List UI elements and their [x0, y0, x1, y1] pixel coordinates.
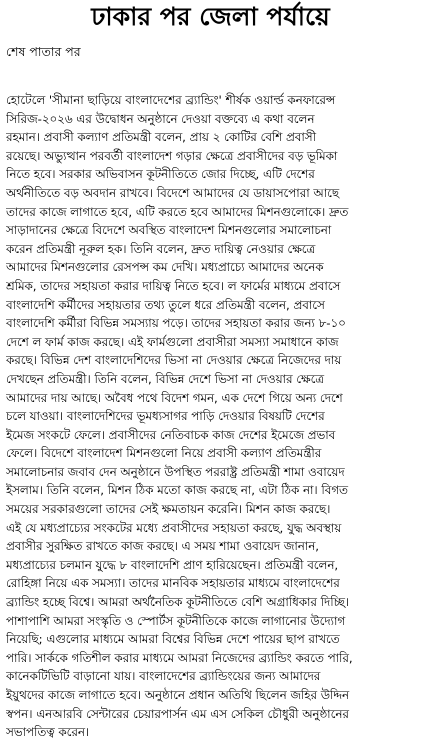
article-line: আমাদের দায় আছে। অবৈধ পথে বিদেশ গমন, এক দেশে গিয়ে অন্য দেশে	[6, 390, 343, 405]
article-line: সমালোচনার জবাব দেন অনুষ্ঠানে উপস্থিত পররাষ্ট্র প্রতিমন্ত্রী শামা ওবায়েদ	[6, 464, 345, 479]
article-line: মধ্যপ্রাচ্যের চলমান যুদ্ধে ৮ বাংলাদেশি প্রাণ হারিয়েছেন। প্রতিমন্ত্রী বলেন,	[6, 557, 339, 572]
article-line: বাংলাদেশি কর্মীরা বিভিন্ন সমস্যায় পড়ে। তাদের সহায়তা করার জন্য ৮-১০	[6, 316, 346, 331]
article-line: সিরিজ-২০২৬ এর উদ্বোধন অনুষ্ঠানে দেওয়া বক্তব্যে এ কথা বলেন	[6, 111, 315, 126]
article-line: নিয়েছি; এগুলোর মাধ্যমে আমরা বিশ্বের বিভিন্ন দেশে পায়ের ছাপ রাখতে	[6, 632, 340, 647]
article-line: পারি। সার্ককে গতিশীল করার মাধ্যমে আমরা নিজেদের ব্র্যান্ডিং করতে পারি,	[6, 650, 353, 665]
continued-label: শেষ পাতার পর	[6, 44, 81, 59]
article-line: আমাদের মিশনগুলোর রেসপন্স কম দেখি। মধ্যপ্রাচ্যে আমাদের অনেক	[6, 260, 324, 275]
article-line: ইমেজ সংকটে ফেলে। প্রবাসীদের নেতিবাচক কাজ দেশের ইমেজে প্রভাব	[6, 427, 336, 442]
article-line: নিতে হবে। সরকার অভিবাসন কূটনীতিতে জোর দিচ্ছে, এটি দেশের	[6, 167, 315, 182]
article-line: সভাপতিত্ব করেন।	[6, 725, 90, 740]
article-line: রোহিঙ্গা নিয়ে এক সমস্যা। তাদের মানবিক সহায়তার মাধ্যমে বাংলাদেশের	[6, 576, 340, 591]
article-line: হোটেলে 'সীমানা ছাড়িয়ে বাংলাদেশের ব্র্যান্ডিং' শীর্ষক ওয়ার্ল্ড কনফারেন্স	[6, 93, 336, 107]
article-line: সময়ের সরকারগুলো তাদের সেই ক্ষমতায়ন করেনি। মিশন কাজ করছে।	[6, 502, 331, 517]
article-line: করছে। বিভিন্ন দেশ বাংলাদেশিদের ভিসা না দেওয়ার ক্ষেত্রে নিজেদের দায়	[6, 353, 342, 368]
article-line: রয়েছে। অভ্যুত্থান পরবর্তী বাংলাদেশ গড়ার ক্ষেত্রে প্রবাসীদের বড় ভূমিকা	[6, 148, 338, 163]
article-line: ব্র্যান্ডিং হচ্ছে বিশ্বে। আমরা অর্থনৈতিক কূটনীতিতে বেশি অগ্রাধিকার দিচ্ছি।	[6, 595, 349, 610]
article-line: চলে যাওয়া। বাংলাদেশিদের ভূমধ্যসাগর পাড়ি দেওয়ার বিষয়টি দেশের	[6, 409, 325, 424]
article-line: করেন প্রতিমন্ত্রী নূরুল হক। তিনি বলেন, দ্রুত দায়িত্ব নেওয়ার ক্ষেত্রে	[6, 241, 316, 256]
article-line: ইয়ুথদের কাজে লাগাতে হবে। অনুষ্ঠানে প্রধান অতিথি ছিলেন জহির উদ্দিন	[6, 688, 350, 702]
article-line: শ্রমিক, তাদের সহায়তা করার দায়িত্ব নিতে হবে। ল ফার্মের মাধ্যমে প্রবাসে	[6, 278, 341, 293]
headline: ঢাকার পর জেলা পর্যায়ে	[91, 2, 330, 31]
article-line: দেশে ল ফার্ম কাজ করছে। এই ফার্মগুলো প্রবাসীরা সমস্যা সমাধানে কাজ	[6, 334, 339, 349]
article-line: দেখছেন প্রতিমন্ত্রী। তিনি বলেন, বিভিন্ন দেশে ভিসা না দেওয়ার ক্ষেত্রে	[6, 371, 324, 386]
article-body	[6, 91, 416, 742]
article-line: কানেকটিভিটি বাড়ানো যায়। বাংলাদেশের ব্র্যান্ডিংয়ের জন্য আমাদের	[6, 669, 321, 684]
article-line: সাড়াদানের ক্ষেত্রে বিদেশে অবস্থিত বাংলাদেশ মিশনগুলোর সমালোচনা	[6, 223, 332, 238]
article-line: রহমান। প্রবাসী কল্যাণ প্রতিমন্ত্রী বলেন, প্রায় ২ কোটির বেশি প্রবাসী	[6, 130, 316, 145]
article-line: ফেলে। বিদেশে বাংলাদেশ মিশনগুলো নিয়ে প্রবাসী কল্যাণ প্রতিমন্ত্রীর	[6, 446, 322, 461]
article-line: পাশাপাশি আমরা সংস্কৃতি ও স্পোর্টস কূটনীতিকে কাজে লাগানোর উদ্যোগ	[6, 613, 346, 628]
article-line: স্বপন। এনআরবি সেন্টারের চেয়ারপার্সন এম এস সেকিল চৌধুরী অনুষ্ঠানের	[6, 706, 349, 721]
article-line: তাদের কাজে লাগাতে হবে, এটি করতে হবে আমাদের মিশনগুলোকে। দ্রুত	[6, 204, 349, 219]
article-line: অর্থনীতিতে বড় অবদান রাখবে। বিদেশে আমাদের যে ডায়াসপোরা আছে	[6, 185, 340, 200]
article-line: প্রবাসীর সুরক্ষিত রাখতে কাজ করছে। এ সময় শামা ওবায়েদ জানান,	[6, 539, 320, 554]
article-line: বাংলাদেশি কর্মীদের সহায়তার তথ্য তুলে ধরে প্রতিমন্ত্রী বলেন, প্রবাসে	[6, 297, 325, 312]
article-line: ইসলাম। তিনি বলেন, মিশন ঠিক মতো কাজ করছে না, এটা ঠিক না। বিগত	[6, 483, 348, 498]
article-line: এই যে মধ্যপ্রাচ্যের সংকটের মধ্যে প্রবাসীদের সহায়তা করছে, যুদ্ধ অবস্থায়	[6, 520, 342, 535]
